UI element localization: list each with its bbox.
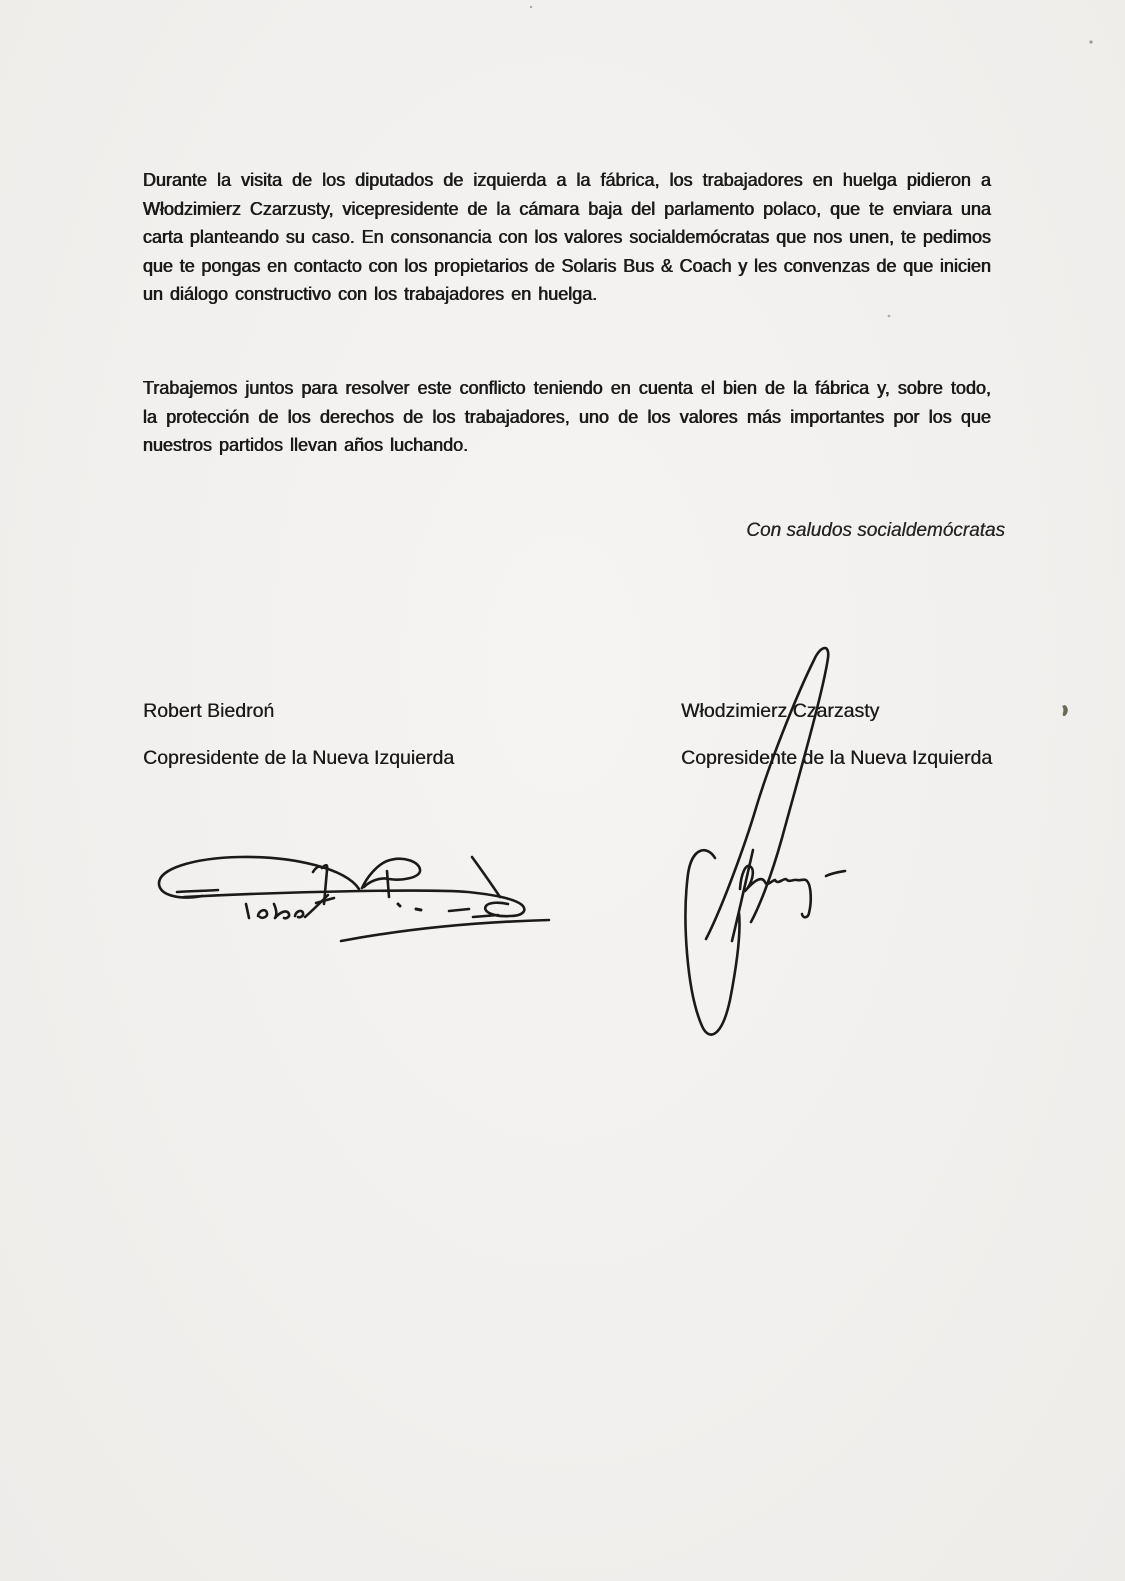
signatory-title-robert-biedron: Copresidente de la Nueva Izquierda bbox=[143, 747, 455, 769]
signatory-title-wlodzimierz-czarzasty: Copresidente de la Nueva Izquierda bbox=[681, 747, 993, 769]
paragraph-2-line-3: nuestros partidos llevan años luchando. bbox=[143, 435, 469, 455]
robert-biedron-signature-ink bbox=[159, 857, 549, 941]
paragraph-1-line-1: Durante la visita de los diputados de izquierda a la fábrica, los trabajadores en huelga pidieron a bbox=[143, 170, 991, 190]
scan-speck-marks bbox=[530, 6, 1093, 716]
paragraph-1-line-4: que te pongas en contacto con los propietarios de Solaris Bus & Coach y les convenzas de que inicien bbox=[143, 255, 991, 276]
paragraph-2-line-2: la protección de los derechos de los trabajadores, uno de los valores más importantes por los que bbox=[143, 406, 991, 427]
paragraph-2 bbox=[143, 374, 991, 460]
closing-salutation: Con saludos socialdemócratas bbox=[746, 520, 1005, 541]
paragraph-1-line-5: un diálogo constructivo con los trabajadores en huelga. bbox=[143, 284, 598, 304]
paragraph-1 bbox=[143, 166, 991, 309]
paragraph-1-line-2: Włodzimierz Czarzusty, vicepresidente de la cámara baja del parlamento polaco, que te enviara una bbox=[143, 198, 991, 219]
paragraph-1-line-3: carta planteando su caso. En consonancia con los valores socialdemócratas que nos unen, te pedimos bbox=[143, 227, 991, 247]
signatory-name-wlodzimierz-czarzasty: Włodzimierz Czarzasty bbox=[681, 700, 880, 722]
signatory-name-robert-biedron: Robert Biedroń bbox=[143, 700, 275, 722]
paragraph-2-line-1: Trabajemos juntos para resolver este conflicto teniendo en cuenta el bien de la fábrica y, sobre todo, bbox=[143, 378, 991, 398]
